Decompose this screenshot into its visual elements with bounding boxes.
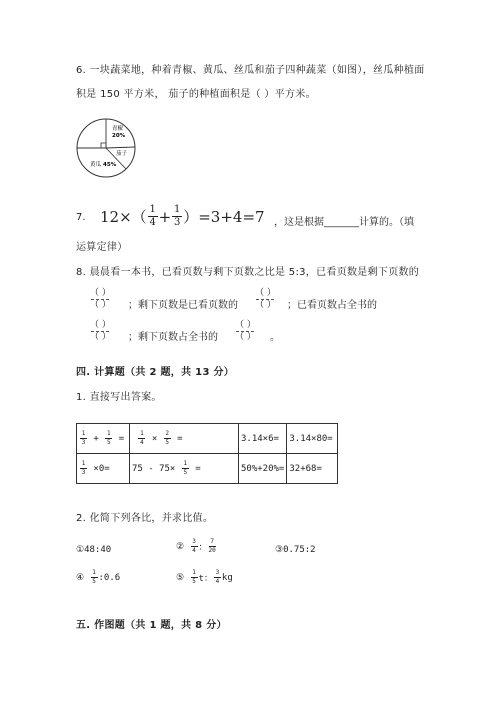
q7-expr-start: 12×（ <box>100 208 147 226</box>
calc-table <box>76 423 338 484</box>
pie-label-huanggua: 黄瓜 <box>90 162 102 168</box>
q7-expr-end: ）=3+4=7 <box>183 208 265 226</box>
q7-line2: 运算定律） <box>76 242 128 253</box>
calc-cell-r1c4: 3.14×80= <box>287 424 338 454</box>
ratio-item-3: ③0.75:2 <box>275 545 316 555</box>
q8-text-2: ；已看页数占全书的 <box>287 300 377 311</box>
q7-number: 7. <box>76 212 86 223</box>
q8-line1: 8. 晨晨看一本书，已看页数与剩下页数之比是 5:3，已看页数是剩下页数的 <box>76 267 420 278</box>
calc-cell-r2c3: 50%+20%= <box>239 454 287 484</box>
calc-cell-r2c4: 32+68= <box>287 454 338 484</box>
pie-pct-qingjiao: 20% <box>112 133 126 139</box>
q8-text-4: 。 <box>270 332 280 343</box>
section4-title: 四. 计算题（共 2 题，共 13 分） <box>76 367 235 378</box>
section5-title: 五. 作图题（共 1 题，共 8 分） <box>76 620 227 631</box>
q6-line1: 6. 一块蔬菜地，种着青椒、黄瓜、丝瓜和茄子四种蔬菜（如图），丝瓜种植面 <box>76 65 425 76</box>
calc-cell-r1c1: $\frac{1}{3}$ + $\frac{1}{5}$ = <box>77 424 130 454</box>
q6-line2: 积是 150 平方米， 茄子的种植面积是（ ）平方米。 <box>76 89 316 100</box>
q8-blank-4: （ ） （ ） <box>235 320 256 343</box>
q7-text: ，这是根据_______计算的。（填 <box>274 217 414 228</box>
calc-cell-r2c2: 75 - 75× $\frac{1}{5}$ = <box>130 454 239 484</box>
q7-plus: + <box>158 207 172 226</box>
q8-text-3: ；剩下页数占全书的 <box>128 332 218 343</box>
calc-cell-r2c1: $\frac{1}{3}$ ×0= <box>77 454 130 484</box>
q7-fraction-1: 1 4 <box>149 204 156 228</box>
q7-fraction-2: 1 3 <box>174 204 181 228</box>
q8-text-1: ；剩下页数是已看页数的 <box>128 300 238 311</box>
pie-chart <box>74 116 144 180</box>
pie-label-qiezi: 茄子 <box>116 151 128 157</box>
pie-pct-huanggua: 45% <box>103 162 117 168</box>
calc-cell-r1c2: $\frac{1}{4}$ × $\frac{2}{5}$ = <box>130 424 239 454</box>
section4-q2-title: 2. 化简下列各比，并求比值。 <box>76 513 214 524</box>
section4-q1-title: 1. 直接写出答案。 <box>76 392 162 403</box>
ratio-item-5: ⑤ $\frac{1}{5}$ t： $\frac{3}{4}$ kg <box>176 569 233 585</box>
ratio-item-2: ② $\frac{3}{4}$ ： $\frac{7}{20}$ <box>176 538 216 554</box>
calc-cell-r1c3: 3.14×6= <box>239 424 287 454</box>
ratio-item-4: ④ $\frac{1}{5}$ :0.6 <box>76 569 121 585</box>
q7-expression <box>100 205 265 228</box>
q8-blank-1: （ ） （ ） <box>90 288 111 311</box>
q8-blank-3: （ ） （ ） <box>90 320 111 343</box>
ratio-item-1: ①48:40 <box>76 545 112 555</box>
q8-blank-2: （ ） （ ） <box>255 288 276 311</box>
pie-label-qingjiao: 青椒 <box>112 126 124 132</box>
